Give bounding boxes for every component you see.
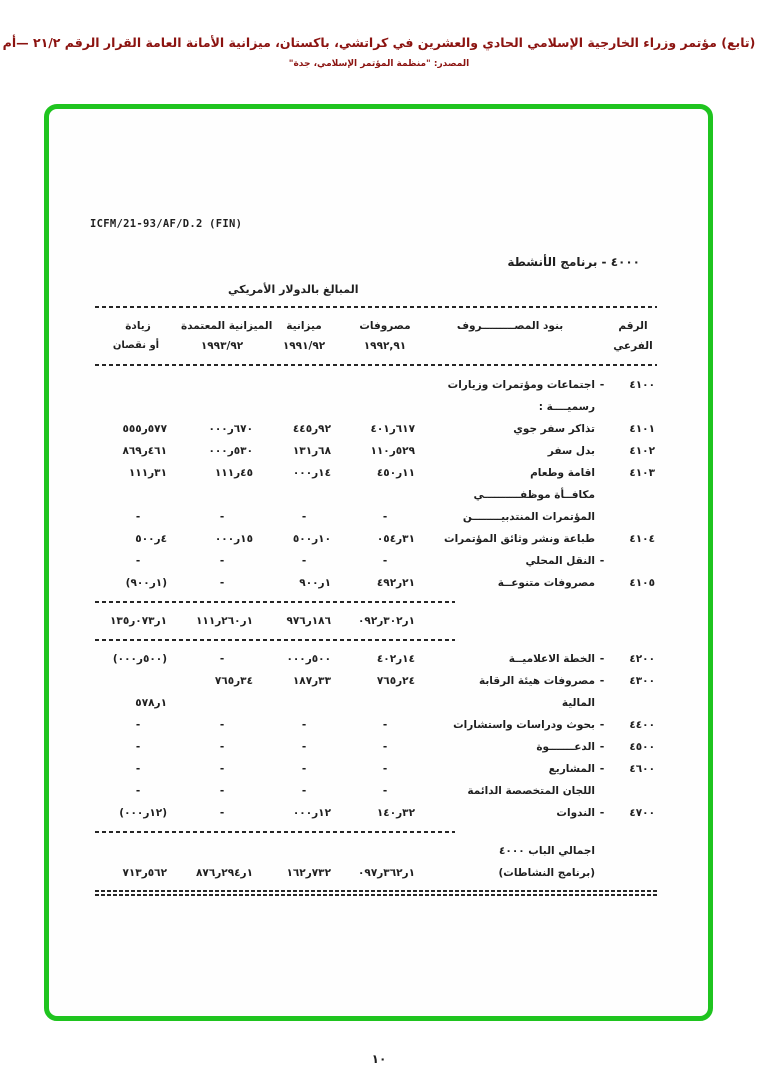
document-reference-code: ICFM/21-93/AF/D.2 (FIN) [90, 218, 243, 230]
row-value-approved [177, 484, 263, 506]
row-value-approved: ١٥ر٠٠٠ [214, 533, 253, 545]
row-value-increase: ٣١ر١١١ [128, 467, 167, 479]
row-value-expenses: ٣١ر٠٥٤ [376, 533, 415, 545]
row-dash [595, 506, 609, 528]
row-value-increase: (١٢ر٠٠٠) [119, 807, 167, 819]
column-header-or-decrease: أو نقصان [112, 340, 160, 351]
row-value-expenses: - [382, 719, 388, 731]
row-value-approved: ١ر٢٩٤ر٨٧٦ [196, 867, 253, 879]
row-label: مكافــأة موظفــــــــــي [473, 489, 595, 501]
header-source: المصدر: "منظمة المؤتمر الإسلامي، جدة" [288, 58, 470, 69]
row-dash [595, 780, 609, 802]
row-value-budget [263, 484, 341, 506]
table-row [95, 550, 657, 572]
section-title: ٤٠٠٠ - برنامج الأنشطة [507, 255, 640, 269]
row-value-approved: - [219, 577, 225, 589]
row-dash [595, 692, 609, 714]
row-value-expenses: - [382, 555, 388, 567]
row-value-expenses: ٣٢ر١٤٠ [376, 807, 415, 819]
row-value-increase [95, 396, 177, 418]
row-value-approved [177, 396, 263, 418]
row-dash: - [599, 718, 605, 731]
row-label: الندوات [556, 807, 595, 819]
separator-line [95, 306, 657, 308]
row-subnumber [609, 862, 657, 884]
row-dash: - [599, 652, 605, 665]
table-row [95, 610, 657, 632]
row-value-budget [263, 692, 341, 714]
column-header-subnumber: الرقم [618, 320, 648, 332]
row-value-increase: ٤ر٥٠٠ [135, 533, 167, 545]
row-value-increase [95, 670, 177, 692]
row-value-increase: ١ر٠٧٣ر١٣٥ [110, 615, 167, 627]
row-subnumber: ٤٣٠٠ [629, 675, 655, 687]
table-header-row-1 [95, 316, 657, 336]
row-subnumber: ٤٧٠٠ [629, 807, 655, 819]
column-header-spacer [595, 316, 609, 336]
row-value-approved: - [219, 741, 225, 753]
column-header-budget-year: ١٩٩١/٩٢ [282, 340, 326, 352]
row-subnumber: ٤٢٠٠ [629, 653, 655, 665]
table-row [95, 648, 657, 670]
row-label: اجتماعات ومؤتمرات وزيارات [447, 379, 595, 391]
row-subnumber [609, 484, 657, 506]
currency-note: المبالغ بالدولار الأمريكي [228, 283, 359, 296]
row-value-approved: - [219, 807, 225, 819]
row-subnumber [609, 506, 657, 528]
row-dash [595, 610, 609, 632]
table-row [95, 484, 657, 506]
row-value-budget: ١٠ر٥٠٠ [292, 533, 331, 545]
row-value-expenses [341, 396, 425, 418]
row-subnumber: ٤١٠٤ [629, 533, 655, 545]
column-header-empty [425, 336, 595, 356]
row-label: اقامة وطعام [530, 467, 595, 479]
row-value-budget: ٥٠٠ر٠٠٠ [286, 653, 331, 665]
row-value-budget: - [301, 763, 307, 775]
row-value-budget: ٧٣٢ر١٦٢ [286, 867, 331, 879]
column-header-expenses-year: ١٩٩٢,٩١ [363, 340, 407, 352]
row-value-increase: ٥٧٧ر٥٥٥ [122, 423, 167, 435]
table-row [95, 374, 657, 396]
row-value-expenses: ٦١٧ر٤٠١ [370, 423, 415, 435]
row-value-budget: ١٨٦ر٩٧٦ [286, 615, 331, 627]
table-row [95, 714, 657, 736]
table-row [95, 780, 657, 802]
row-value-approved: - [219, 763, 225, 775]
row-value-expenses: ٢٤ر٧٦٥ [376, 675, 415, 687]
table-row [95, 528, 657, 550]
row-dash [595, 528, 609, 550]
row-value-expenses [341, 840, 425, 862]
column-header-items: بنود المصـــــــــروف [456, 320, 564, 332]
row-value-approved: - [219, 785, 225, 797]
separator-line [95, 831, 455, 833]
row-label: بحوث ودراسات واستشارات [453, 719, 595, 731]
table-row [95, 758, 657, 780]
row-value-increase: ٥٦٢ر٧١٣ [122, 867, 167, 879]
row-value-approved: - [219, 555, 225, 567]
table-body [95, 374, 657, 896]
row-value-budget: - [301, 719, 307, 731]
row-value-budget: - [301, 741, 307, 753]
row-label: اللجان المتخصصة الدائمة [467, 785, 595, 797]
row-dash [595, 484, 609, 506]
row-value-budget: ٦٨ر١٣١ [292, 445, 331, 457]
row-value-approved: - [219, 719, 225, 731]
row-value-expenses: ١ر٣٦٢ر٠٩٧ [358, 867, 415, 879]
table-row [95, 736, 657, 758]
row-value-budget: ١٤ر٠٠٠ [292, 467, 331, 479]
row-dash [595, 396, 609, 418]
row-dash: - [599, 740, 605, 753]
row-value-increase: - [135, 763, 141, 775]
table-row [95, 692, 657, 714]
row-value-increase: - [135, 785, 141, 797]
row-value-budget [263, 396, 341, 418]
row-value-expenses: - [382, 741, 388, 753]
row-value-increase: - [135, 719, 141, 731]
row-value-increase: ٤٦١ر٨٦٩ [122, 445, 167, 457]
row-value-budget: - [301, 785, 307, 797]
row-dash: - [599, 674, 605, 687]
row-subnumber [609, 840, 657, 862]
row-dash [595, 572, 609, 594]
row-value-budget [263, 374, 341, 396]
row-dash [595, 462, 609, 484]
row-value-budget: ٩٢ر٤٤٥ [292, 423, 331, 435]
row-label: طباعة ونشر وثائق المؤتمرات [444, 533, 595, 545]
row-value-increase: (٥٠٠ر٠٠٠) [112, 653, 167, 665]
row-label: الدعـــــــوة [536, 741, 595, 753]
row-value-expenses: ١١ر٤٥٠ [376, 467, 415, 479]
row-subnumber: ٤١٠٣ [629, 467, 655, 479]
row-label: المالية [561, 697, 595, 709]
row-label: رسميــــة : [538, 401, 595, 413]
budget-table [95, 298, 657, 902]
row-value-expenses [341, 374, 425, 396]
row-value-expenses: ٥٢٩ر١١٠ [370, 445, 415, 457]
row-value-expenses: ١ر٣٠٢ر٠٩٢ [358, 615, 415, 627]
row-value-budget: - [301, 555, 307, 567]
row-subnumber: ٤١٠٥ [629, 577, 655, 589]
row-value-increase: (١ر٩٠٠) [125, 577, 167, 589]
table-row [95, 418, 657, 440]
table-row [95, 572, 657, 594]
row-value-budget: - [301, 511, 307, 523]
row-label: النقل المحلي [525, 555, 595, 567]
row-dash: - [599, 554, 605, 567]
row-value-increase: - [135, 511, 141, 523]
row-dash [595, 418, 609, 440]
row-value-approved: ١ر٢٦٠ر١١١ [196, 615, 253, 627]
row-value-increase: ١ر٥٧٨ [135, 697, 167, 709]
row-label: المشاريع [548, 763, 595, 775]
row-dash: - [599, 762, 605, 775]
row-value-expenses: - [382, 511, 388, 523]
row-value-budget: ٣٣ر١٨٧ [292, 675, 331, 687]
row-value-increase: - [135, 741, 141, 753]
row-value-increase [95, 374, 177, 396]
table-row [95, 506, 657, 528]
page-number: ١٠ [371, 1052, 387, 1066]
table-row [95, 802, 657, 824]
column-header-budget: ميزانية [286, 320, 322, 332]
row-value-approved: - [219, 653, 225, 665]
row-label: مصروفات متنوعــة [497, 577, 595, 589]
row-subnumber [609, 780, 657, 802]
row-value-expenses: - [382, 763, 388, 775]
column-header-approved-year: ١٩٩٣/٩٢ [200, 340, 244, 352]
row-value-approved: ٣٤ر٧٦٥ [214, 675, 253, 687]
row-subnumber [609, 396, 657, 418]
double-separator-line [95, 890, 657, 896]
row-value-approved: ٥٣٠ر٠٠٠ [208, 445, 253, 457]
column-header-increase: زيادة [125, 320, 151, 332]
row-value-expenses [341, 484, 425, 506]
row-value-budget [263, 840, 341, 862]
header-title: (تابع) مؤتمر وزراء الخارجية الإسلامي الحادي والعشرين في كراتشي، باكستان، ميزانية الأمانة العامة القرار الرقم ٢١/٢ —أم [2, 35, 756, 50]
row-label: اجمالي الباب ٤٠٠٠ [499, 845, 595, 857]
table-row [95, 840, 657, 862]
row-dash: - [599, 378, 605, 391]
table-row [95, 862, 657, 884]
separator-line [95, 639, 455, 641]
row-label: تذاكر سفر جوي [513, 423, 595, 435]
table-row [95, 396, 657, 418]
row-subnumber: ٤١٠٠ [629, 379, 655, 391]
table-row [95, 670, 657, 692]
column-header-subnumber-2: الفرعي [613, 340, 653, 352]
row-value-expenses: ١٤ر٤٠٢ [376, 653, 415, 665]
row-value-approved [177, 692, 263, 714]
row-value-approved [177, 374, 263, 396]
row-label: المؤتمرات المنتدبيــــــــن [462, 511, 595, 523]
row-subnumber [609, 692, 657, 714]
table-row [95, 440, 657, 462]
row-label [425, 610, 595, 632]
row-value-approved: ٦٧٠ر٠٠٠ [208, 423, 253, 435]
row-value-approved: ٤٥ر١١١ [214, 467, 253, 479]
row-value-expenses: - [382, 785, 388, 797]
row-dash: - [599, 806, 605, 819]
row-subnumber [609, 610, 657, 632]
row-dash [595, 840, 609, 862]
row-dash [595, 440, 609, 462]
column-header-spacer [595, 336, 609, 356]
row-subnumber [609, 550, 657, 572]
row-label: الخطة الاعلاميــة [508, 653, 595, 665]
row-subnumber: ٤١٠١ [629, 423, 655, 435]
row-value-expenses [341, 692, 425, 714]
row-value-budget: ١ر٩٠٠ [299, 577, 331, 589]
row-value-increase [95, 484, 177, 506]
row-label: بدل سفر [547, 445, 595, 457]
row-value-increase: - [135, 555, 141, 567]
row-value-approved [177, 840, 263, 862]
row-subnumber: ٤٤٠٠ [629, 719, 655, 731]
row-dash [595, 862, 609, 884]
row-value-budget: ١٢ر٠٠٠ [292, 807, 331, 819]
table-row [95, 462, 657, 484]
row-value-approved: - [219, 511, 225, 523]
column-header-approved-budget: الميزانية المعتمدة [181, 320, 273, 332]
table-header-row-2 [95, 336, 657, 356]
row-value-expenses: ٢١ر٤٩٢ [376, 577, 415, 589]
row-value-increase [95, 840, 177, 862]
column-header-expenses: مصروفات [359, 320, 411, 332]
separator-line [95, 364, 657, 366]
separator-line [95, 601, 455, 603]
row-subnumber: ٤١٠٢ [629, 445, 655, 457]
row-subnumber: ٤٥٠٠ [629, 741, 655, 753]
row-label: مصروفات هيئة الرقابة [478, 675, 595, 687]
row-subnumber: ٤٦٠٠ [629, 763, 655, 775]
row-label: (برنامج النشاطات) [498, 867, 595, 879]
